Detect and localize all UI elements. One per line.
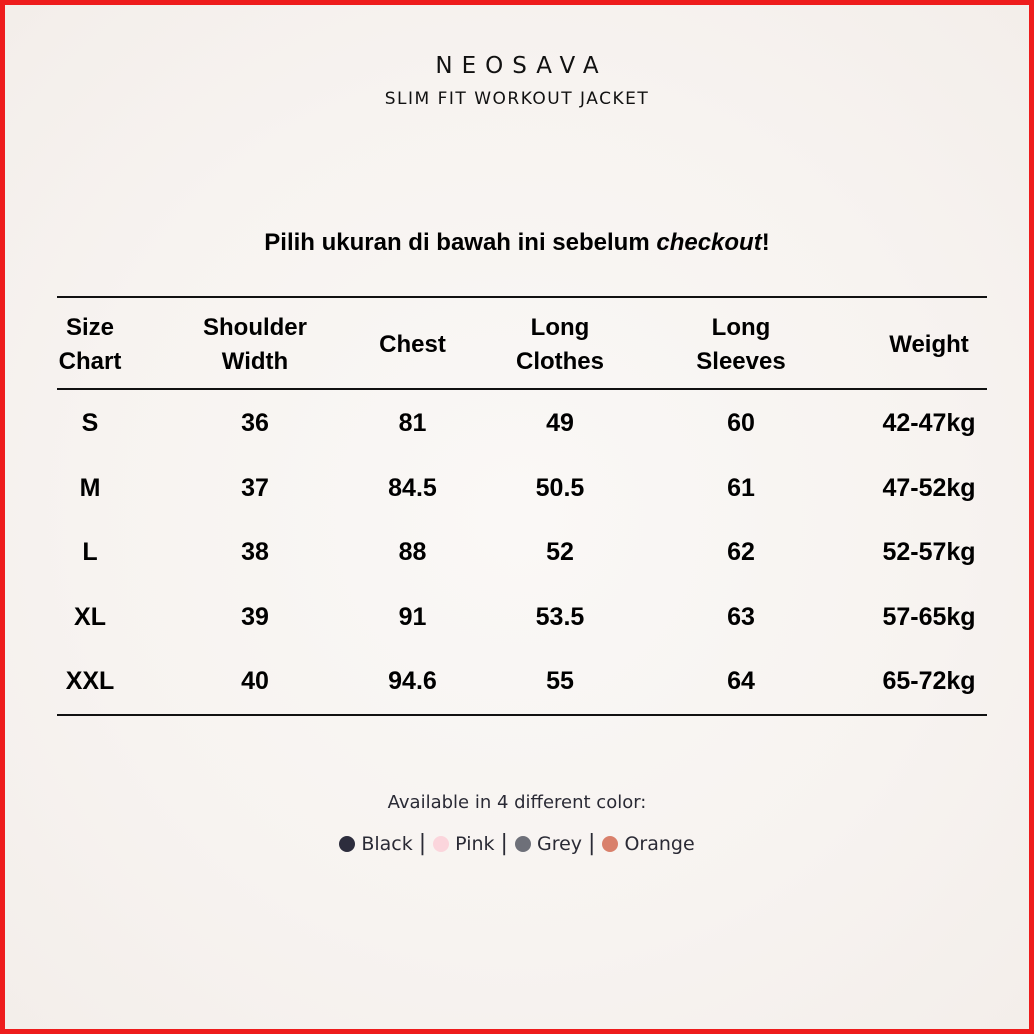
color-label: Pink: [455, 832, 495, 855]
cell-size: M: [79, 474, 101, 502]
header-line: Sleeves: [696, 348, 786, 375]
table-row-l: [5, 532, 1034, 572]
cell-chest: 91: [398, 603, 427, 631]
color-separator: |: [588, 831, 596, 856]
cell-size: XXL: [65, 667, 115, 695]
color-dot-icon: [602, 836, 618, 852]
header-line: Weight: [889, 331, 969, 358]
cell-chest: 88: [398, 538, 427, 566]
cell-long-clothes: 55: [546, 667, 574, 695]
brand-logo: NEOSAVA: [435, 53, 608, 79]
cell-long-clothes: 52: [546, 538, 574, 566]
table-row-xl: [5, 597, 1034, 637]
cell-size: L: [82, 538, 98, 566]
header-weight: [867, 310, 991, 380]
header-long-clothes: [495, 310, 625, 380]
color-dot-icon: [339, 836, 355, 852]
header-line: Size: [65, 314, 114, 341]
cell-long-clothes: 50.5: [535, 474, 585, 502]
cell-chest: 84.5: [388, 474, 437, 502]
color-option-black: [339, 833, 412, 855]
header-size-chart: [35, 310, 145, 380]
color-separator: |: [500, 831, 508, 856]
instruction-emphasis: checkout: [656, 229, 762, 256]
cell-long-clothes: 53.5: [535, 603, 585, 631]
header-bottom-rule: [57, 388, 987, 390]
cell-weight: 47-52kg: [882, 474, 976, 502]
cell-weight: 42-47kg: [882, 409, 976, 437]
cell-long-sleeves: 63: [727, 603, 755, 631]
cell-shoulder: 40: [241, 667, 269, 695]
instruction-text: [5, 229, 1029, 257]
header-line: Long: [711, 314, 771, 341]
cell-weight: 57-65kg: [882, 603, 976, 631]
cell-shoulder: 37: [241, 474, 269, 502]
cell-chest: 94.6: [388, 667, 437, 695]
cell-shoulder: 38: [241, 538, 269, 566]
product-name: SLIM FIT WORKOUT JACKET: [384, 89, 650, 109]
colors-title: Available in 4 different color:: [387, 792, 647, 813]
cell-long-sleeves: 64: [727, 667, 755, 695]
table-row-xxl: [5, 661, 1034, 701]
table-bottom-rule: [57, 714, 987, 716]
cell-weight: 65-72kg: [882, 667, 976, 695]
cell-shoulder: 36: [241, 409, 269, 437]
instruction-suffix: !: [761, 229, 770, 256]
color-dot-icon: [433, 836, 449, 852]
header-line: Chart: [58, 348, 122, 375]
header-line: Clothes: [515, 348, 604, 375]
cell-size: XL: [74, 603, 106, 631]
cell-long-sleeves: 60: [727, 409, 755, 437]
header-long-sleeves: [675, 310, 807, 380]
color-option-orange: [602, 833, 694, 855]
header-line: Long: [530, 314, 590, 341]
cell-shoulder: 39: [241, 603, 269, 631]
table-row-m: [5, 468, 1034, 508]
color-label: Grey: [536, 832, 583, 855]
table-row-s: [5, 403, 1034, 443]
cell-weight: 52-57kg: [882, 538, 976, 566]
header-line: Width: [221, 348, 289, 375]
header-chest: [350, 310, 475, 380]
color-separator: |: [418, 831, 427, 856]
header-line: Shoulder: [202, 314, 307, 341]
header-line: Chest: [379, 331, 446, 358]
instruction-prefix: Pilih ukuran di bawah ini sebelum: [264, 229, 657, 256]
cell-chest: 81: [398, 409, 427, 437]
cell-long-sleeves: 62: [727, 538, 755, 566]
color-option-grey: [515, 833, 582, 855]
color-label: Orange: [624, 832, 695, 855]
cell-long-clothes: 49: [546, 409, 574, 437]
cell-long-sleeves: 61: [727, 474, 755, 502]
color-label: Black: [361, 832, 413, 855]
header-shoulder-width: [185, 310, 325, 380]
color-option-pink: [433, 833, 494, 855]
table-top-rule: [57, 296, 987, 298]
color-dot-icon: [515, 836, 531, 852]
cell-size: S: [81, 409, 99, 437]
color-options: [5, 831, 1029, 856]
